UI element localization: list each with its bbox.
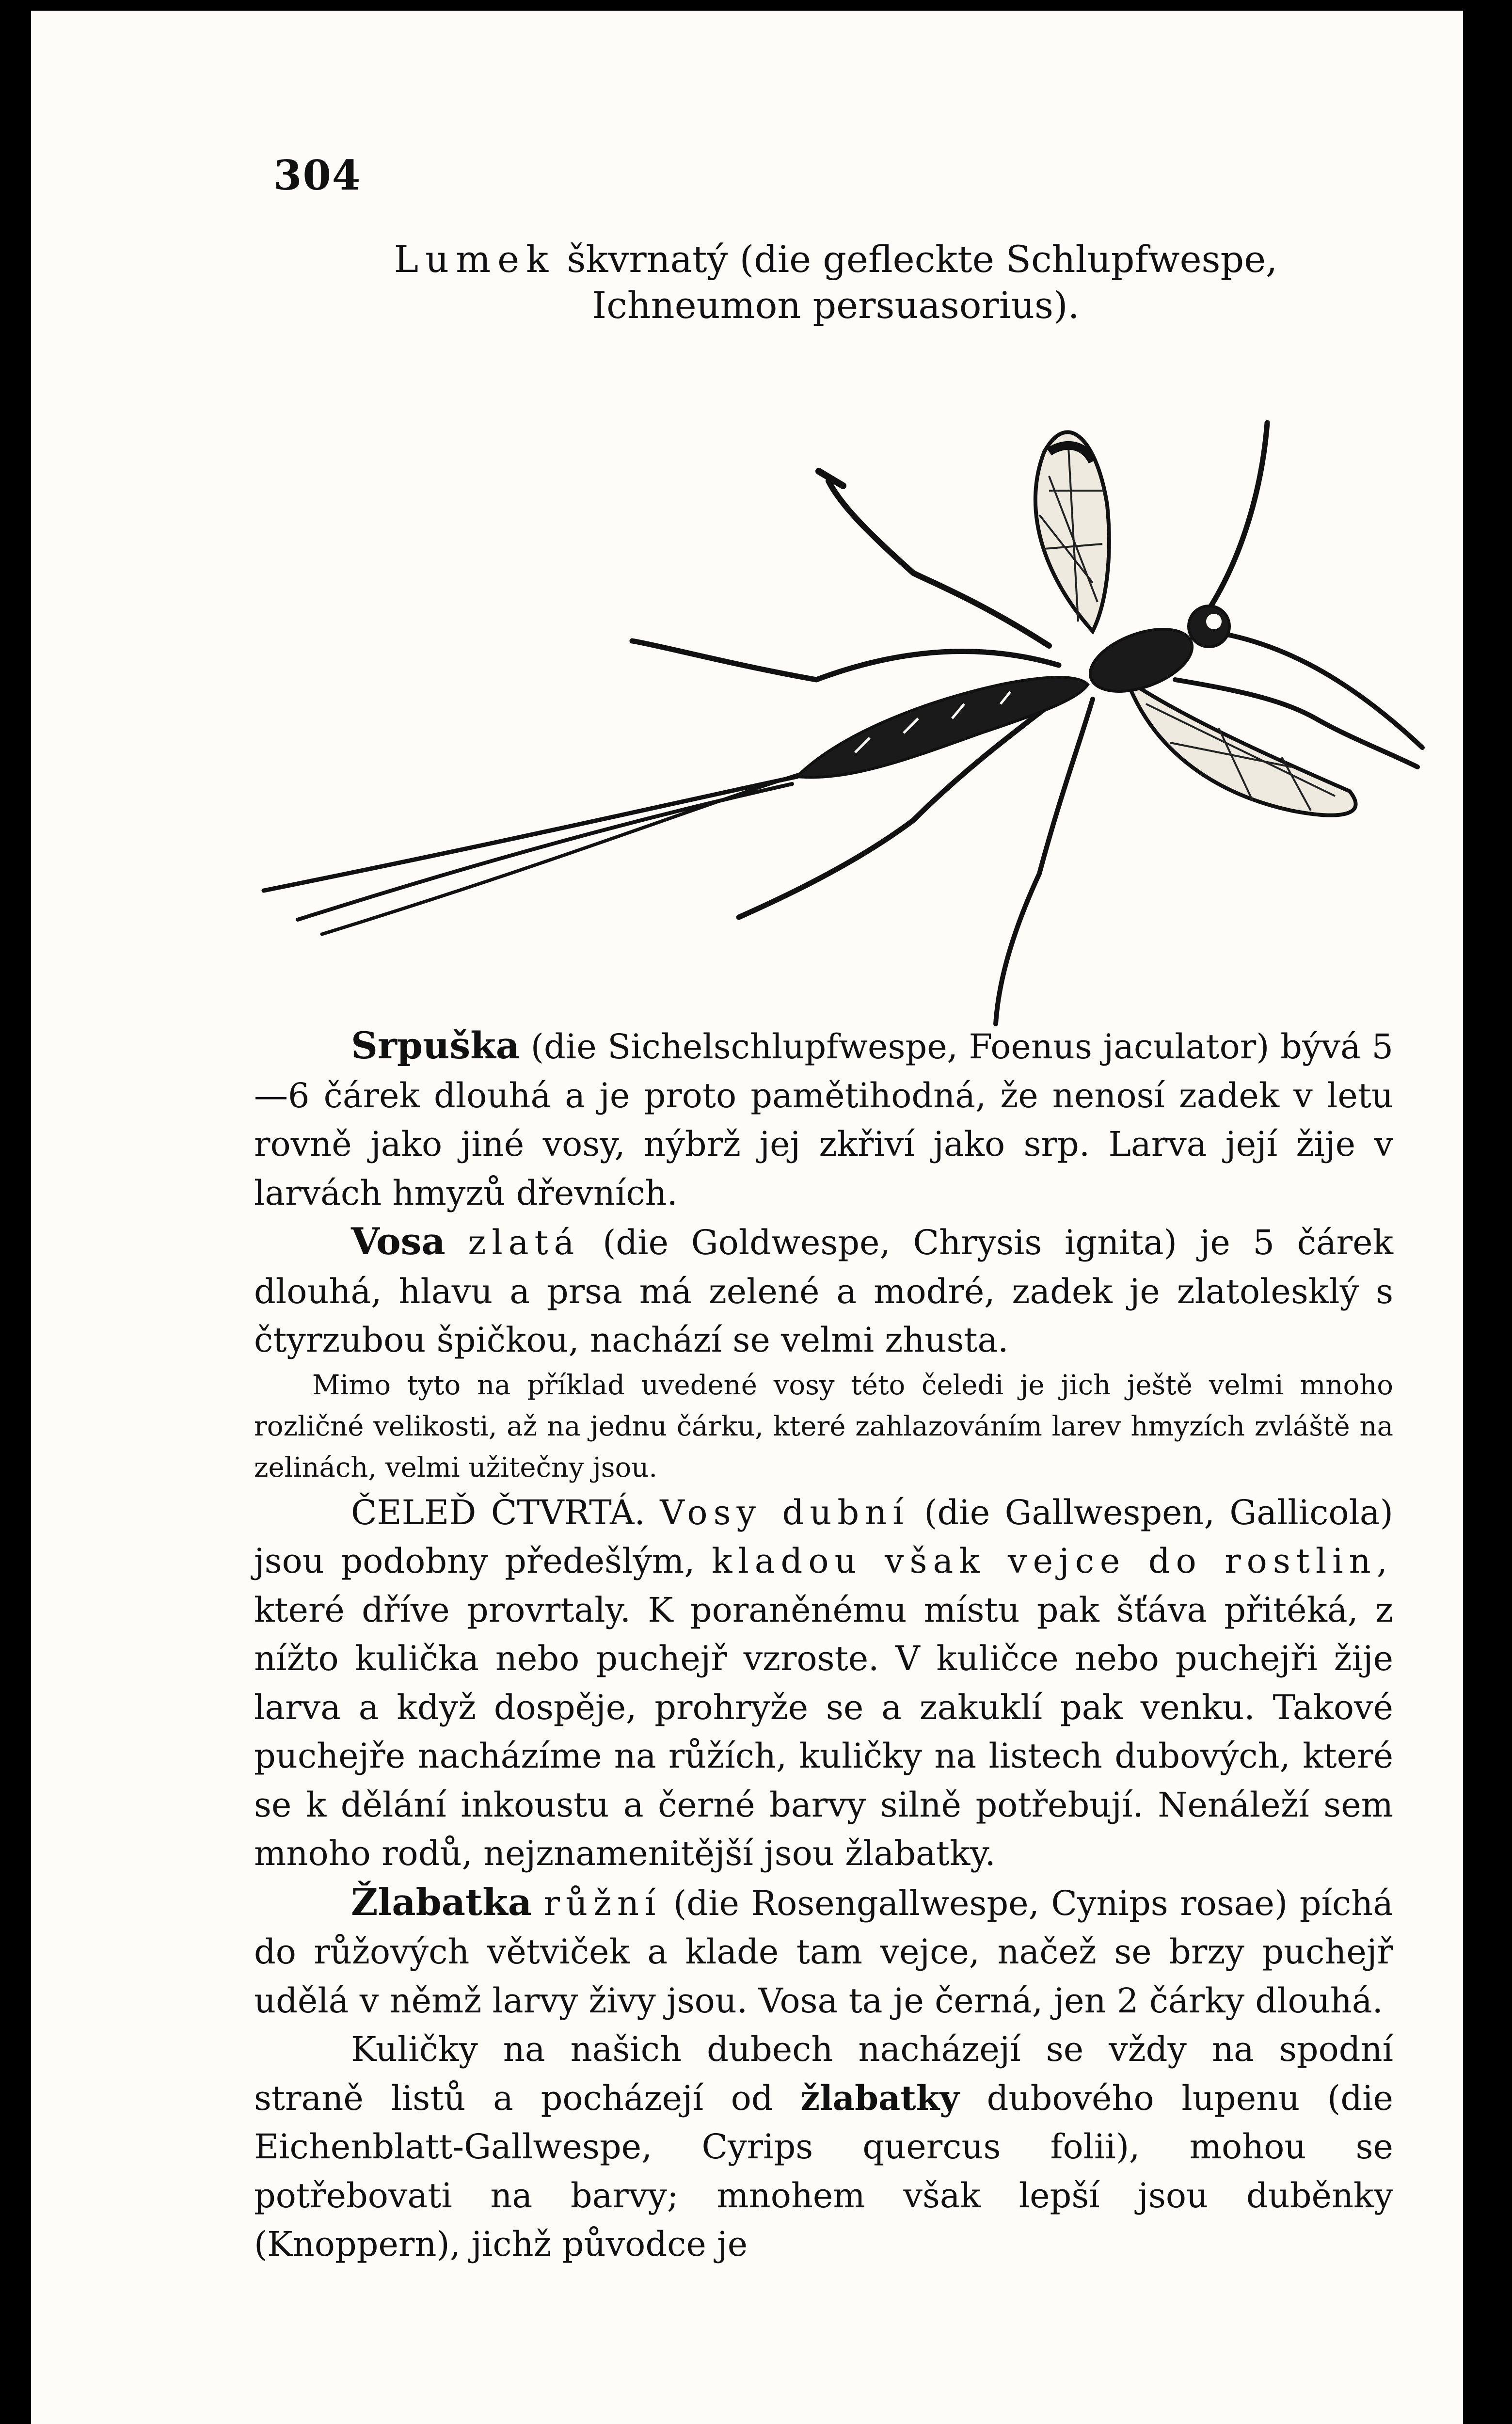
- term-zlabatky: žlabatky: [800, 2077, 959, 2118]
- celed-text-1: (die Gallwespen, Gallicola) jsou podobny předešlým,: [254, 1492, 1393, 1581]
- small-note: Mimo tyto na příklad uvedené vosy této čeledi je jich ještě velmi mnoho rozličné velikosti, až na jednu čárku, které zahlazováním larev hmyzích zvláště na zelinách, velmi užitečny jsou.: [254, 1369, 1393, 1483]
- figure-caption: [302, 236, 1369, 328]
- section-heading: ČELEĎ ČTVRTÁ.: [351, 1492, 645, 1532]
- page-number: 304: [273, 151, 362, 199]
- vosa-zlata-text: (die Goldwespe, Chrysis ignita) je 5 čárek dlouhá, hlavu a prsa má zelené a modré, zadek je zlatolesklý s čtyrzubou špičkou, nachází se velmi zhusta.: [254, 1223, 1393, 1360]
- term-ruzni: růžní: [543, 1883, 662, 1923]
- zlabatka-text: (die Rosengallwespe, Cynips rosae) píchá do růžových větviček a klade tam vejce, načež se brzy puchejř udělá v němž larvy živy jsou. Vosa ta je černá, jen 2 čárky dlouhá.: [254, 1883, 1393, 2021]
- celed-spaced: kladou však vejce do rostlin,: [711, 1541, 1393, 1581]
- paragraph-kulicky: [254, 2025, 1393, 2269]
- caption-name: Lumek: [394, 238, 556, 281]
- paragraph-vosa-zlata: [254, 1217, 1393, 1365]
- kulicky-text-2: dubového lupenu (die Eichenblatt-Gallwespe, Cyrips quercus folii), mohou se potřebovati na barvy; mnohem však lepší jsou duběnky (Knoppern), jichž původce je: [254, 2078, 1393, 2264]
- srpuska-text: (die Sichelschlupfwespe, Foenus jaculator) bývá 5—6 čárek dlouhá a je proto pamětihodná, že nenosí zadek v letu rovně jako jiné vosy, nýbrž jej zkřiví jako srp. Larva její žije v larvách hmyzů dřevních.: [254, 1027, 1393, 1213]
- book-page: [31, 11, 1463, 2424]
- main-text: [254, 1021, 1393, 2269]
- paragraph-srpuska: [254, 1021, 1393, 1217]
- caption-rest: škvrnatý (die gefleckte Schlupfwespe, Ichneumon persuasorius).: [567, 238, 1278, 327]
- term-zlata: zlatá: [468, 1223, 580, 1262]
- term-vosy-dubni: Vosy dubní: [660, 1492, 909, 1532]
- paragraph-zlabatka: [254, 1878, 1393, 2025]
- ichneumon-wasp-illustration: [225, 331, 1437, 1034]
- term-zlabatka: Žlabatka: [351, 1880, 532, 1924]
- kulicky-text-1: Kuličky na našich dubech nacházejí se vždy na spodní straně listů a pocházejí od: [254, 2029, 1393, 2118]
- paragraph-celed: [254, 1488, 1393, 1878]
- term-srpuska: Srpuška: [351, 1024, 520, 1067]
- celed-text-2: které dříve provrtaly. K poraněnému místu pak šťáva přitéká, z nížto kulička nebo puchejř vzroste. V kuličce nebo puchejři žije larva a když dospěje, prohryže se a zakuklí pak venku. Takové puchejře nacházíme na růžích, kuličky na listech dubových, které se k dělání inkoustu a černé barvy silně potřebují. Nenáleží sem mnoho rodů, nejznamenitější jsou žlabatky.: [254, 1590, 1393, 1873]
- term-vosa: Vosa: [351, 1220, 446, 1263]
